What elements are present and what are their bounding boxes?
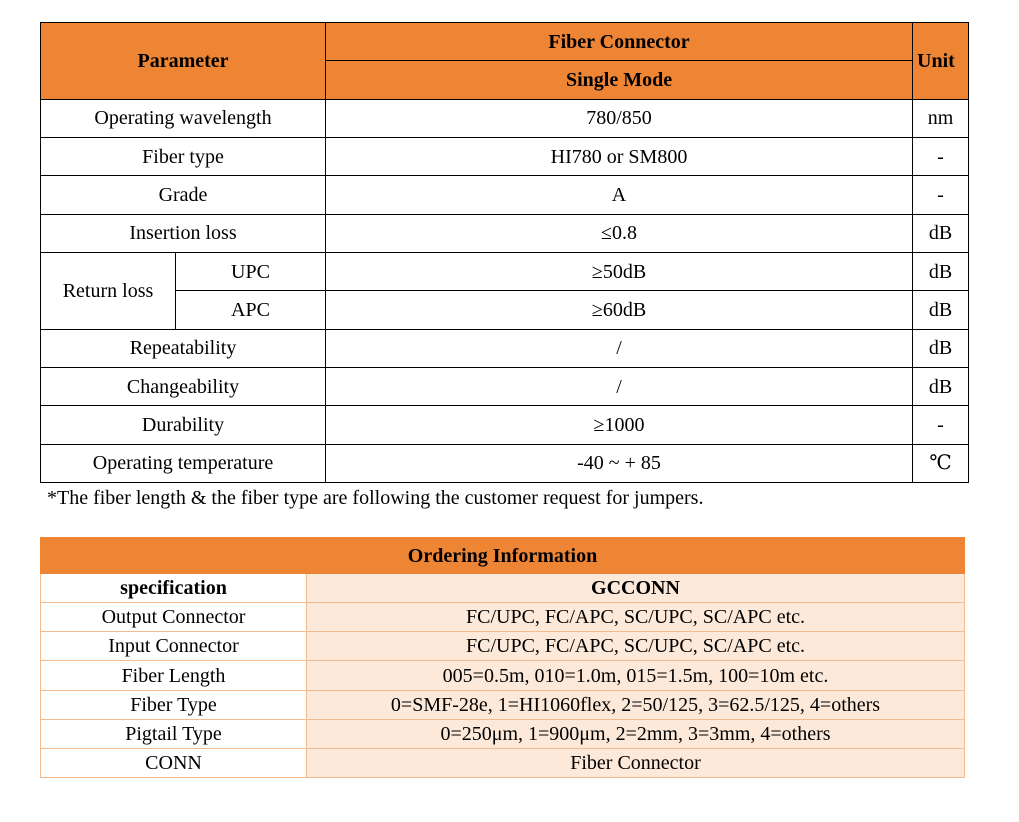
order-value: 0=250μm, 1=900μm, 2=2mm, 3=3mm, 4=others [307, 719, 965, 748]
param-label: Grade [41, 176, 326, 214]
table-row [41, 690, 965, 719]
ordering-title: Ordering Information [41, 538, 965, 574]
table-row [41, 99, 969, 137]
param-value: A [326, 176, 913, 214]
table-row [41, 406, 969, 444]
order-label: Output Connector [41, 603, 307, 632]
param-unit: - [913, 406, 969, 444]
param-value: / [326, 367, 913, 405]
param-unit: dB [913, 367, 969, 405]
table-row [41, 661, 965, 690]
param-unit: ℃ [913, 444, 969, 482]
param-label: Operating temperature [41, 444, 326, 482]
parameter-header: Parameter [41, 23, 326, 100]
param-value: -40 ~ + 85 [326, 444, 913, 482]
spec-header-left: specification [41, 574, 307, 603]
table-row [41, 367, 969, 405]
param-value: ≥50dB [326, 252, 913, 290]
param-label: Return loss [41, 252, 176, 329]
order-value: Fiber Connector [307, 748, 965, 777]
table-row [41, 603, 965, 632]
param-label: Repeatability [41, 329, 326, 367]
param-label: Durability [41, 406, 326, 444]
order-value: FC/UPC, FC/APC, SC/UPC, SC/APC etc. [307, 632, 965, 661]
order-label: Pigtail Type [41, 719, 307, 748]
table-row [41, 574, 965, 603]
table-row [41, 137, 969, 175]
order-label: CONN [41, 748, 307, 777]
order-label: Fiber Type [41, 690, 307, 719]
param-unit: dB [913, 291, 969, 329]
param-unit: dB [913, 252, 969, 290]
product-header: Fiber Connector [326, 23, 913, 61]
footnote: *The fiber length & the fiber type are following the customer request for jumpers. [47, 487, 704, 509]
param-value: 780/850 [326, 99, 913, 137]
table-row [41, 176, 969, 214]
spec-header-right: GCCONN [307, 574, 965, 603]
param-value: / [326, 329, 913, 367]
param-value: ≥60dB [326, 291, 913, 329]
table-row [41, 748, 965, 777]
order-label: Fiber Length [41, 661, 307, 690]
param-sublabel: UPC [176, 252, 326, 290]
table-row [41, 252, 969, 290]
ordering-table [40, 537, 965, 778]
param-unit: dB [913, 329, 969, 367]
param-label: Changeability [41, 367, 326, 405]
param-value: HI780 or SM800 [326, 137, 913, 175]
param-value: ≥1000 [326, 406, 913, 444]
table-row [41, 719, 965, 748]
table-row [41, 444, 969, 482]
param-unit: - [913, 137, 969, 175]
order-label: Input Connector [41, 632, 307, 661]
param-unit: - [913, 176, 969, 214]
param-value: ≤0.8 [326, 214, 913, 252]
table-row [41, 632, 965, 661]
param-label: Operating wavelength [41, 99, 326, 137]
param-label: Fiber type [41, 137, 326, 175]
table-row [41, 214, 969, 252]
param-unit: nm [913, 99, 969, 137]
param-unit: dB [913, 214, 969, 252]
param-label: Insertion loss [41, 214, 326, 252]
order-value: FC/UPC, FC/APC, SC/UPC, SC/APC etc. [307, 603, 965, 632]
table-row [41, 329, 969, 367]
mode-header: Single Mode [326, 61, 913, 99]
param-sublabel: APC [176, 291, 326, 329]
spec-table [40, 22, 969, 483]
order-value: 0=SMF-28e, 1=HI1060flex, 2=50/125, 3=62.5/125, 4=others [307, 690, 965, 719]
order-value: 005=0.5m, 010=1.0m, 015=1.5m, 100=10m etc. [307, 661, 965, 690]
unit-header: Unit [913, 23, 969, 100]
table-row [41, 291, 969, 329]
